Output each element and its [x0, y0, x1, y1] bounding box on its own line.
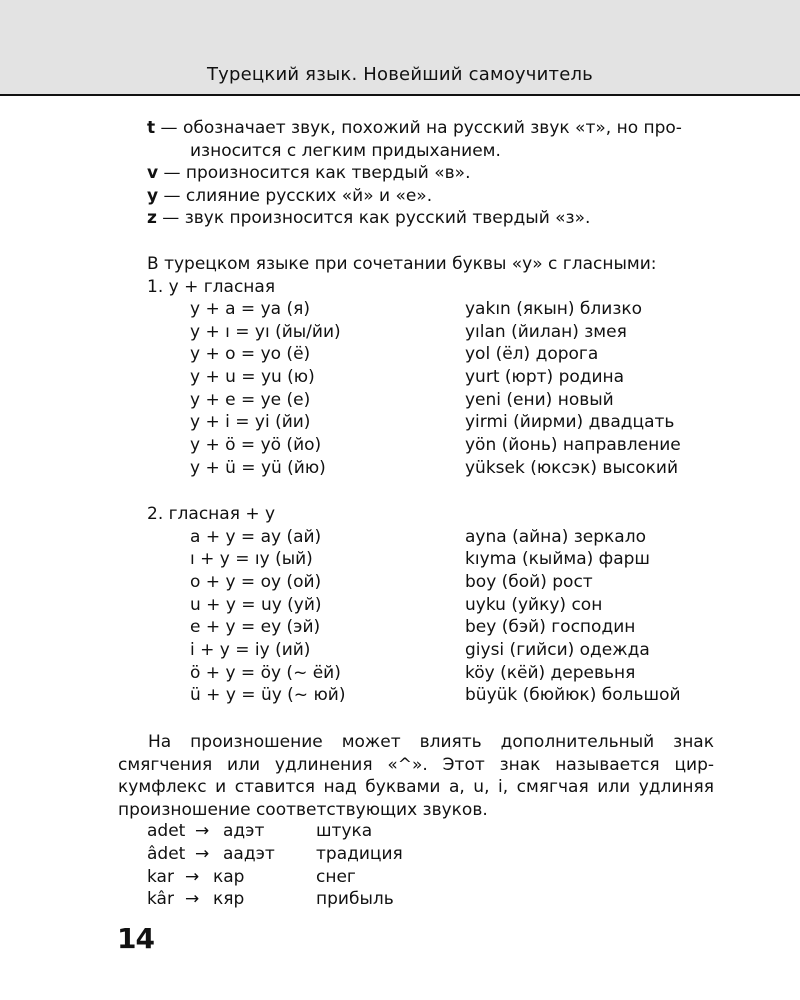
section2-example: uyku (уйку) сон	[465, 595, 603, 615]
section2-rule: a + y = ay (ай)	[190, 527, 322, 547]
letter-description: — произносится как твердый «в».	[158, 163, 471, 183]
circumflex-example-word: âdet	[147, 844, 186, 864]
letter-item-t	[147, 118, 682, 138]
circumflex-example-pronunciation: аадэт	[223, 844, 275, 864]
circumflex-example-meaning: снег	[316, 867, 356, 887]
letter-description: — звук произносится как русский твердый «з».	[156, 208, 591, 228]
letter-item-z	[147, 208, 590, 228]
arrow-icon: →	[185, 867, 200, 887]
letter-description: износится с легким придыханием.	[190, 141, 501, 161]
letter-description: — обозначает звук, похожий на русский звук «т», но про-	[155, 118, 682, 138]
section2-example: büyük (бюйюк) большой	[465, 685, 681, 705]
combination-intro: В турецком языке при сочетании буквы «у» с гласными:	[147, 254, 657, 274]
section1-rule: y + u = yu (ю)	[190, 367, 315, 387]
circumflex-example-meaning: прибыль	[316, 889, 394, 909]
section1-rule: y + ü = yü (йю)	[190, 458, 326, 478]
letter-glyph: t	[147, 118, 156, 138]
letter-description: — слияние русских «й» и «е».	[158, 186, 433, 206]
section1-rule: y + i = yi (йи)	[190, 412, 311, 432]
section1-example: yol (ёл) дорога	[465, 344, 599, 364]
section2-example: köy (кёй) деревьня	[465, 663, 636, 683]
section2-heading: 2. гласная + y	[147, 504, 276, 524]
arrow-icon: →	[185, 889, 200, 909]
section1-rule: y + ö = yö (йо)	[190, 435, 322, 455]
section2-example: ayna (айна) зеркало	[465, 527, 646, 547]
letter-item-y	[147, 186, 432, 206]
section2-rule: ü + y = üy (~ юй)	[190, 685, 346, 705]
circumflex-example-meaning: традиция	[316, 844, 403, 864]
section1-example: yurt (юрт) родина	[465, 367, 625, 387]
circumflex-paragraph: На произношение может влиять дополнительный знак смягчения или удлинения «^». Этот знак называется цир-кумфлекс и ставится над буквами a, u, i, смягчая или удлиняя произношение соответствующих звуков.	[118, 732, 714, 820]
section1-example: yeni (ени) новый	[465, 390, 614, 410]
section1-example: yirmi (йирми) двадцать	[465, 412, 675, 432]
section2-rule: u + y = uy (уй)	[190, 595, 322, 615]
circumflex-example-pronunciation: адэт	[223, 821, 265, 841]
circumflex-example-pronunciation: кяр	[213, 889, 245, 909]
letter-glyph: z	[147, 208, 157, 228]
circumflex-example-pronunciation: кар	[213, 867, 245, 887]
section2-rule: e + y = ey (эй)	[190, 617, 321, 637]
section1-example: yakın (якын) близко	[465, 299, 643, 319]
section2-example: bey (бэй) господин	[465, 617, 636, 637]
letter-item-t-continued	[190, 141, 501, 161]
section2-rule: ö + y = öy (~ ёй)	[190, 663, 341, 683]
section1-example: yüksek (юксэк) высокий	[465, 458, 678, 478]
running-title: Турецкий язык. Новейший самоучитель	[206, 64, 593, 85]
section1-example: yılan (йилан) змея	[465, 322, 627, 342]
letter-glyph: v	[147, 163, 159, 183]
letter-glyph: y	[147, 186, 159, 206]
circumflex-example-word: kâr	[147, 889, 174, 909]
section1-heading: 1. y + гласная	[147, 277, 276, 297]
section1-rule: y + e = ye (е)	[190, 390, 311, 410]
section2-example: giysi (гийси) одежда	[465, 640, 650, 660]
section1-example: yön (йонь) направление	[465, 435, 681, 455]
section2-rule: ı + y = ıy (ый)	[190, 549, 313, 569]
section2-rule: i + y = iy (ий)	[190, 640, 311, 660]
arrow-icon: →	[195, 844, 210, 864]
section2-rule: o + y = oy (ой)	[190, 572, 322, 592]
letter-item-v	[147, 163, 470, 183]
section2-example: boy (бой) рост	[465, 572, 593, 592]
arrow-icon: →	[195, 821, 210, 841]
section1-rule: y + ı = yı (йы/йи)	[190, 322, 341, 342]
page-number: 14	[117, 922, 154, 955]
section2-example: kıyma (кыйма) фарш	[465, 549, 650, 569]
section1-rule: y + a = ya (я)	[190, 299, 310, 319]
circumflex-example-word: kar	[147, 867, 174, 887]
page-header	[0, 0, 800, 96]
section1-rule: y + o = yo (ё)	[190, 344, 311, 364]
circumflex-example-word: adet	[147, 821, 186, 841]
circumflex-example-meaning: штука	[316, 821, 373, 841]
